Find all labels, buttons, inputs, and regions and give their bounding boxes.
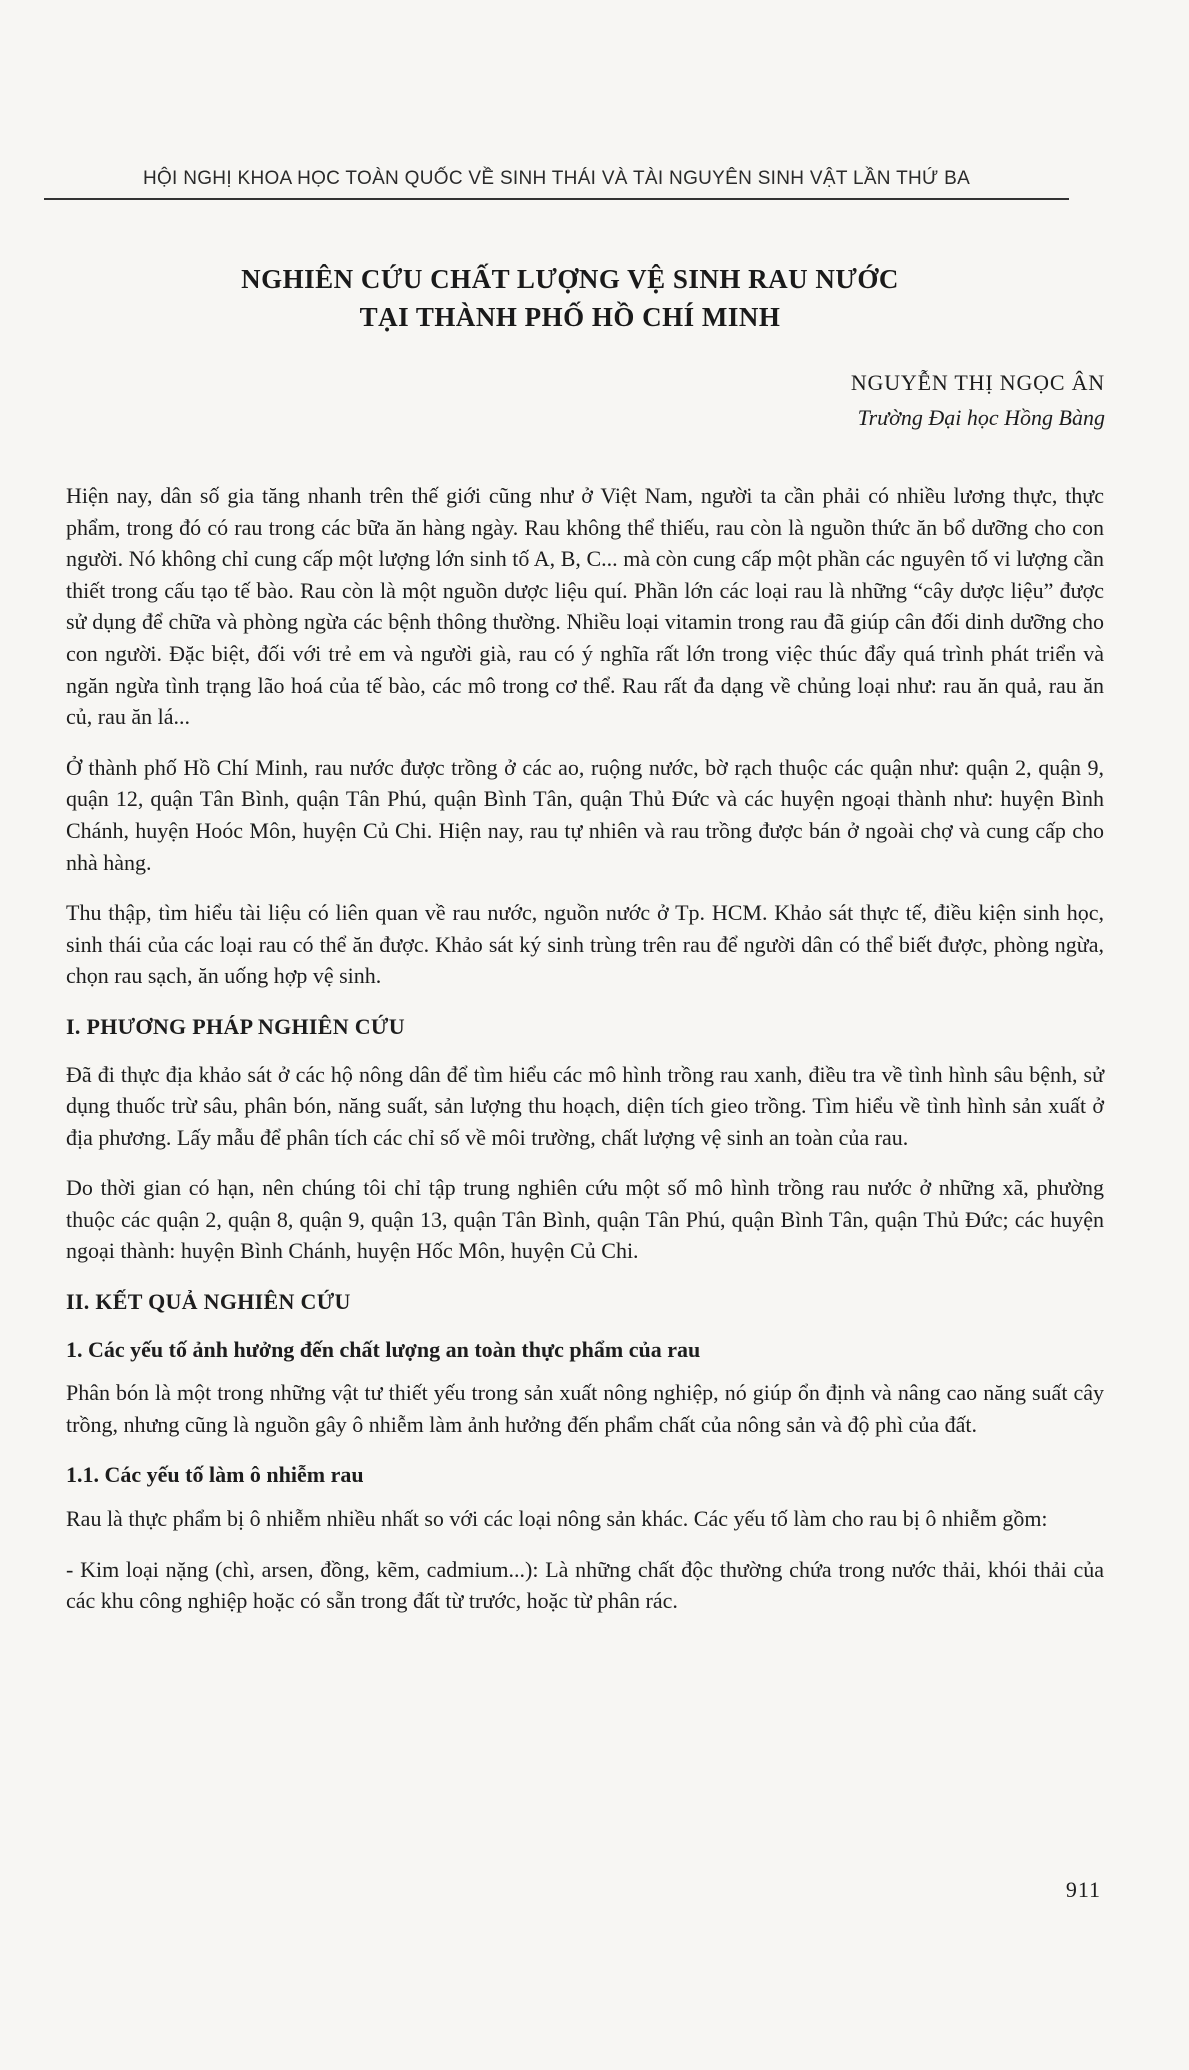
- intro-paragraph-3: Thu thập, tìm hiểu tài liệu có liên quan về rau nước, nguồn nước ở Tp. HCM. Khảo sát thực tế, điều kiện sinh học, sinh thái của các loại rau có thể ăn được. Khảo sát ký sinh trùng trên rau để người dân có thể biết được, phòng ngừa, chọn rau sạch, ăn uống hợp vệ sinh.: [66, 900, 1104, 989]
- methods-paragraph-2: Do thời gian có hạn, nên chúng tôi chỉ tập trung nghiên cứu một số mô hình trồng rau nước ở những xã, phường thuộc các quận 2, quận 8, quận 9, quận 13, quận Tân Bình, quận Tân Phú, quận Bình Tân, quận Thủ Đức; các huyện ngoại thành: huyện Bình Chánh, huyện Hốc Môn, huyện Củ Chi.: [66, 1175, 1104, 1264]
- results-paragraph-2: Rau là thực phẩm bị ô nhiễm nhiều nhất so với các loại nông sản khác. Các yếu tố làm cho rau bị ô nhiễm gồm:: [66, 1506, 1048, 1532]
- author-affiliation: Trường Đại học Hồng Bàng: [857, 405, 1105, 430]
- paper-title: [110, 260, 1030, 336]
- page-number: 911: [1065, 1877, 1101, 1902]
- title-line-1: NGHIÊN CỨU CHẤT LƯỢNG VỆ SINH RAU NƯỚC: [241, 264, 899, 294]
- methods-paragraph-1: Đã đi thực địa khảo sát ở các hộ nông dân để tìm hiểu các mô hình trồng rau xanh, điều tra về tình hình sâu bệnh, sử dụng thuốc trừ sâu, phân bón, năng suất, sản lượng thu hoạch, diện tích gieo trồng. Tìm hiểu về tình hình sản xuất ở địa phương. Lấy mẫu để phân tích các chỉ số về môi trường, chất lượng vệ sinh an toàn của rau.: [66, 1061, 1104, 1150]
- intro-paragraph-1: Hiện nay, dân số gia tăng nhanh trên thế giới cũng như ở Việt Nam, người ta cần phải có nhiều lương thực, thực phẩm, trong đó có rau trong các bữa ăn hàng ngày. Rau không thể thiếu, rau còn là nguồn thức ăn bổ dưỡng cho con người. Nó không chỉ cung cấp một lượng lớn sinh tố A, B, C... mà còn cung cấp một phần các nguyên tố vi lượng cần thiết trong cấu tạo tế bào. Rau còn là một nguồn dược liệu quí. Phần lớn các loại rau là những “cây dược liệu” được sử dụng để chữa và phòng ngừa các bệnh thông thường. Nhiều loại vitamin trong rau đã giúp cân đối dinh dưỡng cho con người. Đặc biệt, đối với trẻ em và người già, rau có ý nghĩa rất lớn trong việc thúc đẩy quá trình phát triển và ngăn ngừa tình trạng lão hoá của tế bào, các mô trong cơ thể. Rau rất đa dạng về chủng loại như: rau ăn quả, rau ăn củ, rau ăn lá...: [66, 483, 1104, 730]
- results-paragraph-1: Phân bón là một trong những vật tư thiết yếu trong sản xuất nông nghiệp, nó giúp ổn định và nâng cao năng suất cây trồng, nhưng cũng là nguồn gây ô nhiễm làm ảnh hưởng đến phẩm chất của nông sản và độ phì của đất.: [66, 1380, 1104, 1437]
- results-bullet-1: - Kim loại nặng (chì, arsen, đồng, kẽm, cadmium...): Là những chất độc thường chứa trong nước thải, khói thải của các khu công nghiệp hoặc có sẵn trong đất từ trước, hoặc từ phân rác.: [66, 1556, 1104, 1614]
- author-name: NGUYỄN THỊ NGỌC ÂN: [850, 370, 1105, 395]
- intro-paragraph-2: Ở thành phố Hồ Chí Minh, rau nước được trồng ở các ao, ruộng nước, bờ rạch thuộc các quận như: quận 2, quận 9, quận 12, quận Tân Bình, quận Tân Phú, quận Bình Tân, quận Thủ Đức và các huyện ngoại thành như: huyện Bình Chánh, huyện Hoóc Môn, huyện Củ Chi. Hiện nay, rau tự nhiên và rau trồng được bán ở ngoài chợ và cung cấp cho nhà hàng.: [66, 754, 1104, 875]
- running-header: HỘI NGHỊ KHOA HỌC TOÀN QUỐC VỀ SINH THÁI VÀ TÀI NGUYÊN SINH VẬT LẦN THỨ BA: [142, 168, 971, 189]
- section-heading-results: II. KẾT QUẢ NGHIÊN CỨU: [66, 1289, 351, 1315]
- title-line-2: TẠI THÀNH PHỐ HỒ CHÍ MINH: [359, 302, 781, 332]
- header-rule: [44, 198, 1069, 200]
- section-heading-methods: I. PHƯƠNG PHÁP NGHIÊN CỨU: [66, 1013, 405, 1039]
- subsection-heading-1-1: 1.1. Các yếu tố làm ô nhiễm rau: [66, 1462, 364, 1488]
- body-text: [66, 480, 1104, 1636]
- subsection-heading-1: 1. Các yếu tố ảnh hưởng đến chất lượng an toàn thực phẩm của rau: [66, 1336, 701, 1362]
